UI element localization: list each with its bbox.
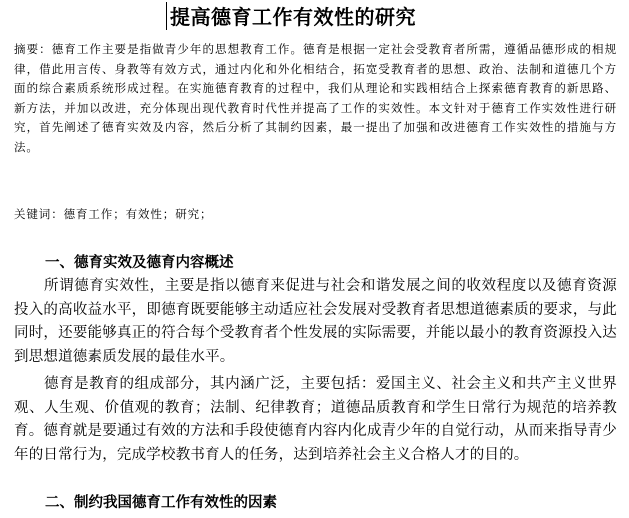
section-heading-1: 一、德育实效及德育内容概述 [45,255,234,271]
keywords-line: 关键词：德育工作；有效性；研究； [14,207,213,221]
document-title: 提高德育工作有效性的研究 [170,5,416,29]
section-heading-2: 二、制约我国德育工作有效性的因素 [45,495,277,511]
abstract-paragraph: 摘要：德育工作主要是指做青少年的思想教育工作。德育是根据一定社会受教育者所需，遵循品德形成的相规律，借此用言传、身教等有效方式，通过内化和外化相结合，拓宽受教育者的思想、政治、法制和道德几个方面的综合素质系统形成过程。在实施德育教育的过程中，我们从理论和实践相结合上探索德育教育的新思路、新方法，并加以改进，充分体现出现代教育时代性并提高了工作的实效性。本文针对于德育工作实效性进行研究，首先阐述了德育实效及内容，然后分析了其制约因素，最一提出了加强和改进德育工作实效性的措施与方法。 [14,42,617,154]
text-cursor [166,2,167,30]
section1-paragraph-2: 德育是教育的组成部分，其内涵广泛，主要包括：爱国主义、社会主义和共产主义世界观、人生观、价值观的教育；法制、纪律教育；道德品质教育和学生日常行为规范的培养教育。德育就是要通过有效的方法和手段使德育内容内化成青少年的自觉行动，从而来指导青少年的日常行为，完成学校教书育人的任务，达到培养社会主义合格人才的目的。 [14,376,617,463]
section1-paragraph-1: 所谓德育实效性，主要是指以德育来促进与社会和谐发展之间的收效程度以及德育资源投入的高收益水平，即德育既要能够主动适应社会发展对受教育者思想道德素质的要求，与此同时，还要能够真正的符合每个受教育者个性发展的实际需要，并能以最小的教育资源投入达到思想道德素质发展的最佳水平。 [14,278,617,365]
